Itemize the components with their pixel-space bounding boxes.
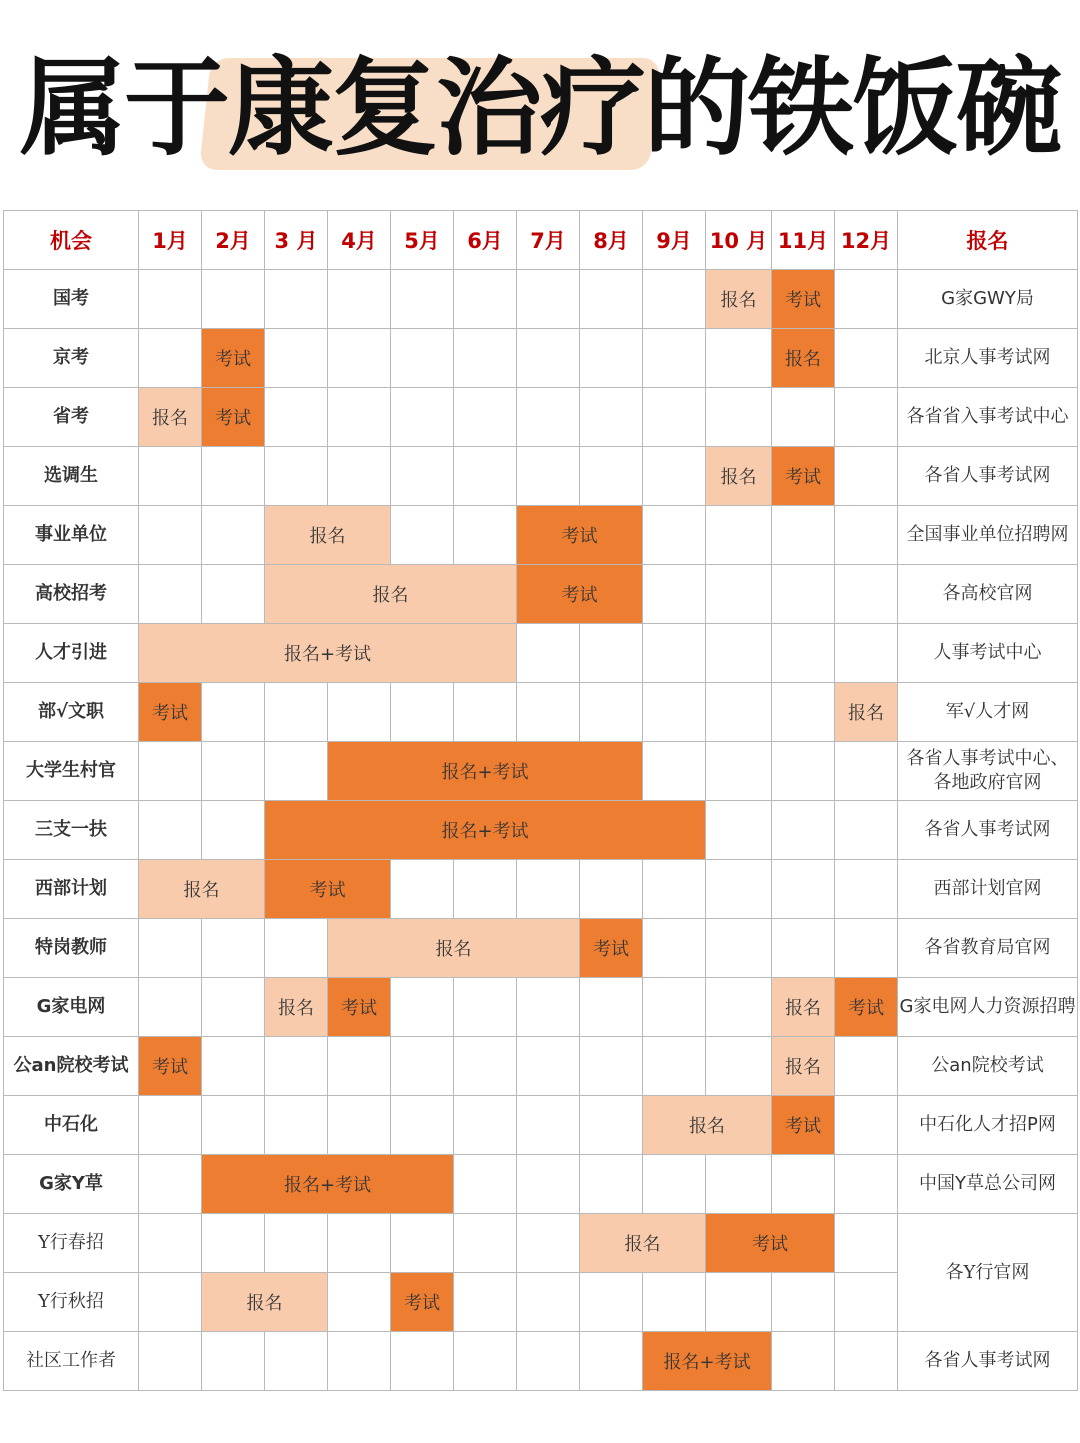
- empty-cell: [643, 919, 706, 978]
- register-cell: 报名: [139, 388, 202, 447]
- empty-cell: [580, 978, 643, 1037]
- row-name: 省考: [4, 388, 139, 447]
- header-month: 1月: [139, 211, 202, 270]
- empty-cell: [580, 860, 643, 919]
- table-row: [4, 329, 1078, 388]
- row-name: Y行秋招: [4, 1273, 139, 1332]
- registration-site: 各省人事考试网: [898, 447, 1078, 506]
- row-name: 国考: [4, 270, 139, 329]
- registration-site: 各省人事考试网: [898, 1332, 1078, 1391]
- empty-cell: [391, 270, 454, 329]
- table-row: [4, 683, 1078, 742]
- register-exam-cell: 报名+考试: [328, 742, 643, 801]
- empty-cell: [580, 624, 643, 683]
- empty-cell: [706, 506, 772, 565]
- empty-cell: [202, 447, 265, 506]
- empty-cell: [328, 1096, 391, 1155]
- row-name: 选调生: [4, 447, 139, 506]
- empty-cell: [517, 1037, 580, 1096]
- empty-cell: [454, 1273, 517, 1332]
- empty-cell: [202, 1214, 265, 1273]
- empty-cell: [643, 565, 706, 624]
- empty-cell: [454, 1214, 517, 1273]
- empty-cell: [139, 1096, 202, 1155]
- empty-cell: [706, 624, 772, 683]
- empty-cell: [835, 329, 898, 388]
- registration-site: 全国事业单位招聘网: [898, 506, 1078, 565]
- empty-cell: [328, 329, 391, 388]
- empty-cell: [454, 1037, 517, 1096]
- register-cell: 报名: [580, 1214, 706, 1273]
- empty-cell: [202, 565, 265, 624]
- empty-cell: [580, 1096, 643, 1155]
- table-row: [4, 624, 1078, 683]
- table-row: [4, 565, 1078, 624]
- empty-cell: [265, 270, 328, 329]
- empty-cell: [580, 1037, 643, 1096]
- empty-cell: [202, 742, 265, 801]
- empty-cell: [328, 447, 391, 506]
- empty-cell: [643, 506, 706, 565]
- register-cell: 报名: [643, 1096, 772, 1155]
- register-cell: 报名: [772, 1037, 835, 1096]
- empty-cell: [835, 624, 898, 683]
- registration-site: 各高校官网: [898, 565, 1078, 624]
- empty-cell: [835, 565, 898, 624]
- row-name: 公an院校考试: [4, 1037, 139, 1096]
- register-cell: 报名: [772, 978, 835, 1037]
- register-cell: 报名: [202, 1273, 328, 1332]
- empty-cell: [265, 1332, 328, 1391]
- empty-cell: [454, 329, 517, 388]
- table-row: [4, 742, 1078, 801]
- exam-cell: 考试: [517, 506, 643, 565]
- empty-cell: [772, 860, 835, 919]
- empty-cell: [772, 624, 835, 683]
- row-name: 社区工作者: [4, 1332, 139, 1391]
- exam-cell: 考试: [139, 683, 202, 742]
- empty-cell: [706, 1155, 772, 1214]
- exam-cell: 考试: [265, 860, 391, 919]
- empty-cell: [265, 329, 328, 388]
- exam-cell: 考试: [517, 565, 643, 624]
- empty-cell: [772, 1332, 835, 1391]
- register-exam-cell: 报名+考试: [643, 1332, 772, 1391]
- empty-cell: [643, 388, 706, 447]
- empty-cell: [517, 329, 580, 388]
- empty-cell: [643, 978, 706, 1037]
- empty-cell: [265, 742, 328, 801]
- exam-cell: 考试: [328, 978, 391, 1037]
- empty-cell: [328, 1214, 391, 1273]
- empty-cell: [580, 1332, 643, 1391]
- row-name: 三支一扶: [4, 801, 139, 860]
- empty-cell: [580, 388, 643, 447]
- register-cell: 报名: [835, 683, 898, 742]
- page-title: 属于康复治疗的铁饭碗: [20, 47, 1060, 170]
- register-cell: 报名: [139, 860, 265, 919]
- table-row: [4, 447, 1078, 506]
- exam-cell: 考试: [772, 447, 835, 506]
- empty-cell: [202, 270, 265, 329]
- header-month: 10 月: [706, 211, 772, 270]
- empty-cell: [580, 270, 643, 329]
- empty-cell: [517, 624, 580, 683]
- empty-cell: [706, 388, 772, 447]
- empty-cell: [391, 1096, 454, 1155]
- empty-cell: [454, 1096, 517, 1155]
- table-row: [4, 1096, 1078, 1155]
- registration-site: 人事考试中心: [898, 624, 1078, 683]
- table-row: [4, 801, 1078, 860]
- row-name: 部√文职: [4, 683, 139, 742]
- registration-site: 各省人事考试中心、各地政府官网: [898, 742, 1078, 801]
- empty-cell: [517, 447, 580, 506]
- table-row: [4, 860, 1078, 919]
- empty-cell: [835, 919, 898, 978]
- register-exam-cell: 报名+考试: [202, 1155, 454, 1214]
- row-name: G家电网: [4, 978, 139, 1037]
- empty-cell: [139, 978, 202, 1037]
- empty-cell: [139, 447, 202, 506]
- empty-cell: [139, 801, 202, 860]
- registration-site: 各省人事考试网: [898, 801, 1078, 860]
- empty-cell: [454, 860, 517, 919]
- empty-cell: [139, 1332, 202, 1391]
- table-row: [4, 978, 1078, 1037]
- row-name: Y行春招: [4, 1214, 139, 1273]
- empty-cell: [772, 801, 835, 860]
- empty-cell: [835, 1332, 898, 1391]
- empty-cell: [643, 447, 706, 506]
- empty-cell: [643, 860, 706, 919]
- empty-cell: [202, 1332, 265, 1391]
- empty-cell: [517, 388, 580, 447]
- row-name: 京考: [4, 329, 139, 388]
- empty-cell: [706, 683, 772, 742]
- title-area: [0, 0, 1080, 205]
- empty-cell: [772, 683, 835, 742]
- empty-cell: [580, 1273, 643, 1332]
- exam-cell: 考试: [772, 1096, 835, 1155]
- empty-cell: [835, 1155, 898, 1214]
- header-month: 3 月: [265, 211, 328, 270]
- empty-cell: [202, 978, 265, 1037]
- register-exam-cell: 报名+考试: [265, 801, 706, 860]
- empty-cell: [772, 388, 835, 447]
- registration-site: 各省省入事考试中心: [898, 388, 1078, 447]
- empty-cell: [139, 270, 202, 329]
- row-name: 事业单位: [4, 506, 139, 565]
- exam-cell: 考试: [391, 1273, 454, 1332]
- empty-cell: [454, 683, 517, 742]
- empty-cell: [517, 1273, 580, 1332]
- empty-cell: [265, 683, 328, 742]
- registration-site: 各Y行官网: [898, 1214, 1078, 1332]
- empty-cell: [202, 919, 265, 978]
- schedule-table: [3, 210, 1078, 1391]
- table-row: [4, 1214, 1078, 1273]
- empty-cell: [706, 978, 772, 1037]
- empty-cell: [835, 447, 898, 506]
- empty-cell: [139, 506, 202, 565]
- empty-cell: [772, 1273, 835, 1332]
- empty-cell: [391, 860, 454, 919]
- empty-cell: [517, 683, 580, 742]
- table-row: [4, 1037, 1078, 1096]
- empty-cell: [517, 1096, 580, 1155]
- header-month: 12月: [835, 211, 898, 270]
- table-row: [4, 1332, 1078, 1391]
- empty-cell: [391, 329, 454, 388]
- header-month: 11月: [772, 211, 835, 270]
- table-row: [4, 388, 1078, 447]
- empty-cell: [517, 860, 580, 919]
- empty-cell: [643, 624, 706, 683]
- row-name: 中石化: [4, 1096, 139, 1155]
- register-cell: 报名: [772, 329, 835, 388]
- empty-cell: [580, 447, 643, 506]
- empty-cell: [139, 329, 202, 388]
- empty-cell: [139, 919, 202, 978]
- empty-cell: [835, 388, 898, 447]
- empty-cell: [835, 1037, 898, 1096]
- empty-cell: [643, 1037, 706, 1096]
- empty-cell: [580, 329, 643, 388]
- register-exam-cell: 报名+考试: [139, 624, 517, 683]
- empty-cell: [835, 1273, 898, 1332]
- empty-cell: [328, 683, 391, 742]
- header-month: 7月: [517, 211, 580, 270]
- empty-cell: [139, 1155, 202, 1214]
- empty-cell: [391, 506, 454, 565]
- empty-cell: [328, 270, 391, 329]
- empty-cell: [202, 801, 265, 860]
- empty-cell: [772, 506, 835, 565]
- row-name: G家Y草: [4, 1155, 139, 1214]
- empty-cell: [517, 978, 580, 1037]
- empty-cell: [835, 506, 898, 565]
- registration-site: G家电网人力资源招聘: [898, 978, 1078, 1037]
- header-registration-site: 报名: [898, 211, 1078, 270]
- empty-cell: [139, 742, 202, 801]
- exam-cell: 考试: [202, 388, 265, 447]
- empty-cell: [580, 683, 643, 742]
- empty-cell: [391, 978, 454, 1037]
- empty-cell: [328, 1332, 391, 1391]
- empty-cell: [580, 1155, 643, 1214]
- empty-cell: [202, 506, 265, 565]
- empty-cell: [772, 742, 835, 801]
- empty-cell: [772, 1155, 835, 1214]
- empty-cell: [265, 1214, 328, 1273]
- empty-cell: [328, 388, 391, 447]
- empty-cell: [643, 270, 706, 329]
- empty-cell: [139, 1214, 202, 1273]
- empty-cell: [265, 388, 328, 447]
- registration-site: 北京人事考试网: [898, 329, 1078, 388]
- empty-cell: [391, 683, 454, 742]
- register-cell: 报名: [265, 565, 517, 624]
- registration-site: 公an院校考试: [898, 1037, 1078, 1096]
- empty-cell: [517, 1214, 580, 1273]
- empty-cell: [454, 270, 517, 329]
- exam-cell: 考试: [139, 1037, 202, 1096]
- empty-cell: [391, 388, 454, 447]
- empty-cell: [391, 1214, 454, 1273]
- row-name: 特岗教师: [4, 919, 139, 978]
- header-opportunity: 机会: [4, 211, 139, 270]
- header-month: 9月: [643, 211, 706, 270]
- empty-cell: [706, 329, 772, 388]
- register-cell: 报名: [328, 919, 580, 978]
- row-name: 人才引进: [4, 624, 139, 683]
- empty-cell: [202, 683, 265, 742]
- empty-cell: [391, 1332, 454, 1391]
- empty-cell: [454, 506, 517, 565]
- empty-cell: [706, 860, 772, 919]
- row-name: 大学生村官: [4, 742, 139, 801]
- empty-cell: [643, 1273, 706, 1332]
- row-name: 高校招考: [4, 565, 139, 624]
- table-row: [4, 270, 1078, 329]
- empty-cell: [517, 1332, 580, 1391]
- empty-cell: [265, 1037, 328, 1096]
- empty-cell: [643, 1155, 706, 1214]
- registration-site: 西部计划官网: [898, 860, 1078, 919]
- empty-cell: [391, 447, 454, 506]
- empty-cell: [454, 388, 517, 447]
- empty-cell: [202, 1037, 265, 1096]
- registration-site: 中国Y草总公司网: [898, 1155, 1078, 1214]
- header-row: [4, 211, 1078, 270]
- empty-cell: [835, 270, 898, 329]
- table-row: [4, 919, 1078, 978]
- empty-cell: [391, 1037, 454, 1096]
- empty-cell: [139, 565, 202, 624]
- register-cell: 报名: [265, 978, 328, 1037]
- empty-cell: [454, 1332, 517, 1391]
- empty-cell: [772, 565, 835, 624]
- exam-cell: 考试: [772, 270, 835, 329]
- empty-cell: [139, 1273, 202, 1332]
- header-month: 5月: [391, 211, 454, 270]
- register-cell: 报名: [265, 506, 391, 565]
- empty-cell: [835, 742, 898, 801]
- empty-cell: [706, 919, 772, 978]
- empty-cell: [706, 1273, 772, 1332]
- empty-cell: [643, 683, 706, 742]
- empty-cell: [706, 1037, 772, 1096]
- empty-cell: [517, 270, 580, 329]
- registration-site: G家GWY局: [898, 270, 1078, 329]
- empty-cell: [454, 978, 517, 1037]
- table-row: [4, 1155, 1078, 1214]
- empty-cell: [517, 1155, 580, 1214]
- empty-cell: [265, 919, 328, 978]
- empty-cell: [265, 1096, 328, 1155]
- registration-site: 中石化人才招P网: [898, 1096, 1078, 1155]
- header-month: 6月: [454, 211, 517, 270]
- empty-cell: [328, 1273, 391, 1332]
- table-row: [4, 506, 1078, 565]
- exam-cell: 考试: [580, 919, 643, 978]
- registration-site: 军√人才网: [898, 683, 1078, 742]
- empty-cell: [643, 742, 706, 801]
- empty-cell: [328, 1037, 391, 1096]
- register-cell: 报名: [706, 270, 772, 329]
- empty-cell: [706, 565, 772, 624]
- header-month: 4月: [328, 211, 391, 270]
- row-name: 西部计划: [4, 860, 139, 919]
- header-month: 2月: [202, 211, 265, 270]
- header-month: 8月: [580, 211, 643, 270]
- empty-cell: [643, 329, 706, 388]
- empty-cell: [454, 447, 517, 506]
- empty-cell: [772, 919, 835, 978]
- registration-site: 各省教育局官网: [898, 919, 1078, 978]
- empty-cell: [835, 1214, 898, 1273]
- empty-cell: [835, 1096, 898, 1155]
- empty-cell: [835, 801, 898, 860]
- register-cell: 报名: [706, 447, 772, 506]
- empty-cell: [265, 447, 328, 506]
- empty-cell: [202, 1096, 265, 1155]
- empty-cell: [454, 1155, 517, 1214]
- empty-cell: [706, 742, 772, 801]
- exam-cell: 考试: [706, 1214, 835, 1273]
- exam-cell: 考试: [202, 329, 265, 388]
- empty-cell: [835, 860, 898, 919]
- exam-cell: 考试: [835, 978, 898, 1037]
- empty-cell: [706, 801, 772, 860]
